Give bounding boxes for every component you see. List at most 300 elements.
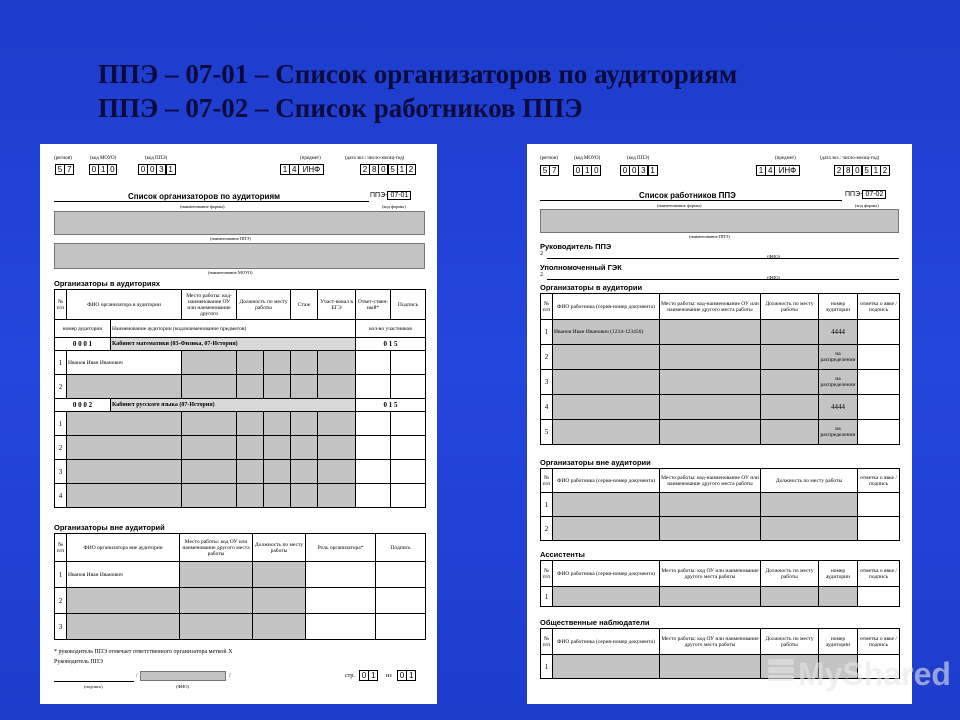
label-mouo: (код МОУО) [574,156,601,161]
cell [553,655,660,679]
table-row [55,562,426,588]
col-header: Стаж [291,290,318,320]
cell [660,517,761,541]
digit-cell: 1 [368,670,378,681]
organizers-out-aud-table [54,533,426,640]
digit-cell: 1 [756,165,766,176]
row-number: 2 [55,375,67,399]
digit-cell: 2 [360,164,370,175]
digit-cell: 1 [648,165,658,176]
caption-form-code: (код формы) [382,204,406,209]
cell [237,412,264,436]
gek-rep-number: 2 [540,272,543,278]
aud-number-cell: 0 0 0 2 [55,399,111,412]
caption-form-name: (наименование формы) [657,203,702,208]
table-row [55,614,426,640]
col-header: номер аудитории [819,294,858,320]
subheader-audnum: номер аудитории [55,320,111,338]
cell [858,587,900,607]
label-date: (дата экз.: число-месяц-год) [820,156,880,161]
subheader-audname: Наименование аудитории (кодонаименование предметов) [111,320,356,338]
row-number: 2 [55,436,67,460]
aud-count-cell: 0 1 5 [356,399,426,412]
gek-rep-line [547,279,899,280]
cell [858,420,900,445]
workers-out-aud-table [540,468,900,541]
cell [858,395,900,420]
digit-cell: 2 [880,165,890,176]
worker-name [553,395,660,420]
cell [553,517,660,541]
cell [291,484,318,508]
cell [182,436,237,460]
table-row [55,351,426,375]
caption-fio: (ФИО) [767,254,781,259]
digit-cell: 0 [147,164,157,175]
form-ppe-07-02 [527,144,912,704]
col-header: ФИО работника (серия-номер документа) [553,294,660,320]
row-number: 3 [541,370,553,395]
cell [318,351,356,375]
aud-number: на распределении [819,345,858,370]
cell [253,588,306,614]
cell [761,345,819,370]
worker-name [553,345,660,370]
cell [264,484,291,508]
cell [180,588,253,614]
col-header: Место работы: код-наименование ОУ или наименование другого места работы [660,294,761,320]
cell [356,460,391,484]
table-row [55,375,426,399]
cell [306,588,376,614]
col-header: Должность по месту работы [761,561,819,587]
ppe-name-field [54,211,425,235]
row-number: 4 [55,484,67,508]
table-row [541,420,900,445]
cell [761,420,819,445]
col-header: Роль организатора* [306,534,376,562]
col-header: ФИО работника (серия-номер документа) [553,469,660,493]
subheader-count: кол-во участников [356,320,426,338]
watermark [768,656,951,693]
cell [761,370,819,395]
col-header: отметка о явке / подпись [858,294,900,320]
digit-cell: 0 [378,164,388,175]
row-number: 4 [541,395,553,420]
mouo-name-field [54,243,425,269]
title-underline [540,200,842,201]
col-header: Место работы: код-наименование ОУ или наименование другого [182,290,237,320]
cell [291,351,318,375]
auditorium-row-2 [55,399,426,412]
digit-cell: 0 [397,670,407,681]
caption-form-code: (код формы) [855,203,879,208]
col-header: Место работы: код-наименование ОУ или наименование другого места работы [660,469,761,493]
col-header: № п/п [541,629,553,655]
date-cells [360,164,415,175]
cell [306,614,376,640]
col-header: Подпись [391,290,426,320]
table-row [541,493,900,517]
cell [553,587,660,607]
col-header: Место работы: код ОУ или наименование другого места работы [660,561,761,587]
caption-signature: (подпись) [84,684,103,689]
col-header: № п/п [55,290,67,320]
form-code [370,191,411,200]
cell [318,375,356,399]
cell [253,562,306,588]
cell [761,320,819,345]
cell [391,412,426,436]
form-ppe-07-01 [40,144,437,704]
cell [237,375,264,399]
cell [660,320,761,345]
ppe-name-field [540,209,899,233]
cell [819,587,858,607]
row-number: 3 [55,614,67,640]
digit-cell: 3 [638,165,648,176]
ppe-code-cells [620,165,657,176]
digit-cell: 0 [359,670,369,681]
subject-code-cells [280,164,324,175]
digit-cell: 0 [620,165,630,176]
cell [391,375,426,399]
cell [660,370,761,395]
digit-cell: 2 [834,165,844,176]
cell [761,493,858,517]
cell [182,484,237,508]
cell [660,587,761,607]
label-mouo: (код МОУО) [90,156,117,161]
table-row [541,320,900,345]
ppe-code-cells [138,164,175,175]
aud-number: 4444 [819,320,858,345]
label-subject: (предмет) [775,156,796,161]
cell [253,614,306,640]
row-number: 1 [541,587,553,607]
cell [761,517,858,541]
col-header: Подпись [376,534,426,562]
col-header: ФИО организатора вне аудитории [67,534,180,562]
cell [291,460,318,484]
cell [761,587,819,607]
col-header: отметка о явке / подпись [858,469,900,493]
caption-mouo-name: (наименование МОУО) [208,270,253,275]
cell [264,375,291,399]
aud-count-cell: 0 1 5 [356,338,426,351]
digit-cell: 4 [765,165,775,176]
digit-cell: 0 [852,165,862,176]
col-header: № п/п [541,294,553,320]
cell [182,375,237,399]
section-title-observers: Общественные наблюдатели [540,618,650,627]
row-number: 2 [541,517,553,541]
cell [376,588,426,614]
digit-cell: 1 [406,670,416,681]
cell [180,562,253,588]
label-ppe: (код ППЭ) [627,156,650,161]
digit-cell: 0 [591,165,601,176]
cell [660,655,761,679]
cell [318,436,356,460]
watermark-logo-icon [768,659,794,689]
cell [306,562,376,588]
page-of-label: из [386,673,392,679]
form-code [845,190,886,199]
digit-cell: 5 [540,165,550,176]
worker-name: Иванов Иван Иванович (1234-123456) [553,320,660,345]
digit-cell: 3 [156,164,166,175]
organizers-in-aud-table [54,289,426,508]
col-header: Должность по месту работы [761,294,819,320]
col-header: отметка о явке / подпись [858,629,900,655]
table-header-row [55,290,426,320]
cell [858,517,900,541]
row-number: 1 [541,655,553,679]
caption-fio: (ФИО) [176,684,190,689]
col-header: номер аудитории [819,629,858,655]
digit-cell: 1 [397,164,407,175]
subject-name-cell: ИНФ [298,164,324,175]
table-row [541,345,900,370]
cell [182,351,237,375]
row-number: 1 [55,412,67,436]
table-header-row [541,561,900,587]
cell [858,320,900,345]
head-line [547,258,899,259]
caption-ppe-name: (наименование ППЭ) [689,234,730,239]
aud-number: на распределении [819,370,858,395]
table-row [541,370,900,395]
col-header: № п/п [55,534,67,562]
head-label: Руководитель ППЭ [54,659,103,665]
col-header: ФИО организатора в аудитории [67,290,182,320]
table-header-row [541,294,900,320]
cell [391,460,426,484]
cell [660,345,761,370]
cell [660,493,761,517]
cell [237,460,264,484]
row-number: 2 [541,345,553,370]
digit-cell: 5 [388,164,398,175]
digit-cell: 1 [582,165,592,176]
page-current-cells [359,670,377,681]
organizer-name [67,460,182,484]
table-row [55,412,426,436]
row-number: 1 [541,320,553,345]
label-subject: (предмет) [300,156,321,161]
section-title-out-aud: Организаторы вне аудитории [540,458,651,467]
cell [237,484,264,508]
label-region: (регион) [54,156,72,161]
assistants-table [540,560,900,607]
cell [356,436,391,460]
cell [356,375,391,399]
row-number: 5 [541,420,553,445]
col-header: Должность по месту работы [253,534,306,562]
caption-ppe-name: (наименование ППЭ) [210,236,251,241]
subject-code-cells [756,165,800,176]
cell [318,412,356,436]
region-code-cells [55,164,73,175]
digit-cell: 5 [55,164,65,175]
digit-cell: 0 [629,165,639,176]
region-code-cells [540,165,558,176]
form-code-value: 07-01 [387,191,411,200]
aud-name-cell: Кабинет русского языка (07-История) [111,399,356,412]
table-header-row [541,469,900,493]
row-number: 1 [55,351,67,375]
col-header: Место работы: код ОУ или наименование другого места работы [660,629,761,655]
cell [356,484,391,508]
cell [761,395,819,420]
cell [291,412,318,436]
table-subheader-row [55,320,426,338]
organizer-name [67,484,182,508]
cell [264,436,291,460]
cell [318,460,356,484]
table-row [541,517,900,541]
cell [182,412,237,436]
digit-cell: 1 [98,164,108,175]
digit-cell: 1 [166,164,176,175]
auditorium-row-1 [55,338,426,351]
digit-cell: 0 [89,164,99,175]
digit-cell: 1 [280,164,290,175]
col-header: отметка о явке / подпись [858,561,900,587]
slide-title-block [98,57,737,125]
row-number: 2 [55,588,67,614]
gek-rep-label: Уполномоченный ГЭК [540,263,622,272]
aud-number: 4444 [819,395,858,420]
form-code-prefix: ППЭ- [845,191,863,198]
organizer-name: Иванов Иван Иванович [67,351,182,375]
section-title-in-aud: Организаторы в аудитории [540,283,643,292]
cell [318,484,356,508]
label-date: (дата экз.: число-месяц-год) [345,156,405,161]
cell [237,351,264,375]
document-title: Список организаторов по аудиториям [128,192,281,201]
organizer-name [67,614,180,640]
table-header-row [55,534,426,562]
cell [237,436,264,460]
organizer-name [67,588,180,614]
table-row [55,484,426,508]
footnote: * руководитель ППЭ отмечает ответственного организатора меткой X [54,649,233,655]
watermark-text: MyShared [798,656,951,692]
label-ppe: (код ППЭ) [145,156,168,161]
row-number: 1 [55,562,67,588]
slide-title-line-1: ППЭ – 07-01 – Список организаторов по аудиториям [98,59,738,89]
signature-line [54,681,134,682]
col-header: Должность по месту работы [761,469,858,493]
section-title-in-aud: Организаторы в аудиториях [54,279,160,288]
slash: / [136,673,138,679]
cell [858,345,900,370]
date-cells [834,165,889,176]
label-region: (регион) [540,156,558,161]
organizer-name [67,375,182,399]
caption-fio: (ФИО) [767,275,781,280]
cell [391,351,426,375]
organizer-name [67,412,182,436]
title-underline [54,201,369,202]
slash: / [229,673,231,679]
section-title-assistants: Ассистенты [540,550,585,559]
cell [391,484,426,508]
page-label: стр. [345,673,355,679]
table-row [55,436,426,460]
head-number: 2 [540,251,543,257]
digit-cell: 0 [138,164,148,175]
slide-title-line-2: ППЭ – 07-02 – Список работников ППЭ [98,93,583,123]
col-header: № п/п [541,469,553,493]
mouo-code-cells [89,164,117,175]
col-header: ФИО работника (серия-номер документа) [553,629,660,655]
table-row [55,460,426,484]
cell [356,351,391,375]
table-row [55,588,426,614]
worker-name [553,420,660,445]
section-title-out-aud: Организаторы вне аудиторий [54,523,165,532]
form-code-prefix: ППЭ- [370,192,388,199]
head-fio-field [140,671,226,681]
cell [264,412,291,436]
page-total-cells [397,670,415,681]
cell [264,351,291,375]
subject-name-cell: ИНФ [774,165,800,176]
organizer-name [67,436,182,460]
cell [391,436,426,460]
digit-cell: 0 [107,164,117,175]
organizer-name: Иванов Иван Иванович [67,562,180,588]
digit-cell: 2 [406,164,416,175]
cell [180,614,253,640]
digit-cell: 7 [64,164,74,175]
cell [356,412,391,436]
col-header: номер аудитории [819,561,858,587]
cell [182,460,237,484]
mouo-code-cells [573,165,601,176]
col-header: Ответ-ствен-ный* [356,290,391,320]
aud-number: на распределении [819,420,858,445]
cell [291,375,318,399]
cell [660,395,761,420]
caption-form-name: (наименование формы) [180,204,225,209]
digit-cell: 4 [289,164,299,175]
worker-name [553,370,660,395]
table-row [541,587,900,607]
cell [376,614,426,640]
table-row [541,395,900,420]
col-header: № п/п [541,561,553,587]
col-header: Место работы: код ОУ или наименование другого места работы [180,534,253,562]
table-header-row [541,629,900,655]
cell [376,562,426,588]
digit-cell: 8 [369,164,379,175]
cell [553,493,660,517]
aud-number-cell: 0 0 0 1 [55,338,111,351]
cell [858,370,900,395]
row-number: 1 [541,493,553,517]
row-number: 3 [55,460,67,484]
col-header: Должность по месту работы [761,629,819,655]
head-label: Руководитель ППЭ [540,242,612,251]
workers-in-aud-table [540,293,900,445]
aud-name-cell: Кабинет математики (03-Физика, 07-История) [111,338,356,351]
cell [858,493,900,517]
cell [660,420,761,445]
